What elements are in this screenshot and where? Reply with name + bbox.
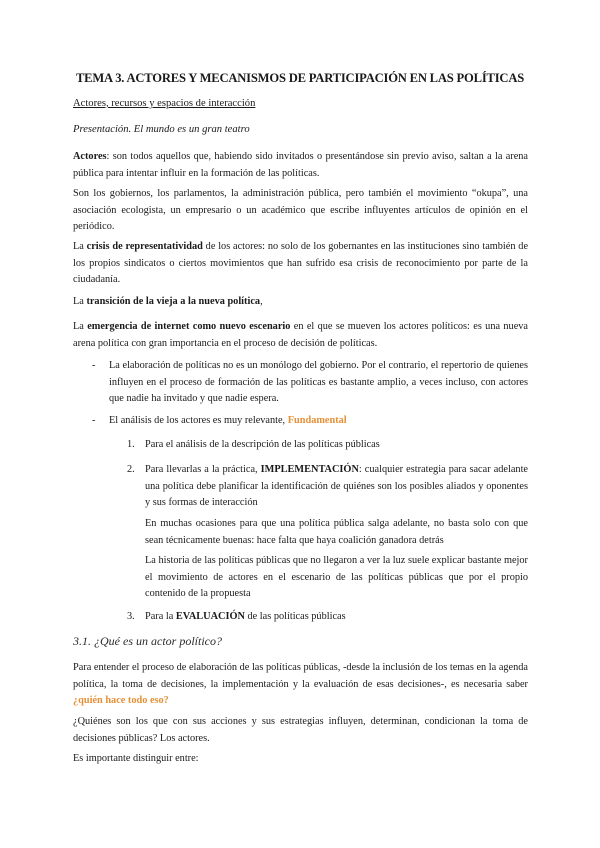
paragraph-quienes: ¿Quiénes son los que con sus acciones y sus estrategias influyen, determinan, condicionan la toma de decisiones públicas? Los actores. [73, 716, 528, 744]
sub-paragraph: La historia de las políticas públicas que no llegaron a ver la luz suele explicar bastante mejor el movimiento de actores en el escenario de las políticas públicas que por el propio contenido de la propuesta [145, 555, 528, 599]
bold-term: Actores [73, 151, 107, 162]
paragraph-internet [73, 319, 528, 352]
list-number: 2. [127, 464, 135, 475]
bold-term: emergencia de internet como nuevo escenario [87, 321, 291, 332]
page-title: TEMA 3. ACTORES Y MECANISMOS DE PARTICIPACIÓN EN LAS POLÍTICAS [75, 71, 525, 85]
paragraph-prefix: La [73, 241, 87, 252]
paragraph-proceso [73, 660, 528, 710]
sub-paragraph: En muchas ocasiones para que una política pública salga adelante, no basta solo con que sean técnicamente buenas: hace falta que haya coalición ganadora detrás [145, 518, 528, 546]
paragraph-actores [73, 149, 528, 182]
item-prefix: Para la [145, 611, 176, 622]
numbered-item: Para el análisis de la descripción de las políticas públicas [145, 439, 380, 450]
numbered-item [145, 609, 528, 626]
item-prefix: Para llevarlas a la práctica, [145, 464, 261, 475]
paragraph-distinguir: Es importante distinguir entre: [73, 753, 199, 764]
presentation-heading: Presentación. El mundo es un gran teatro [73, 124, 250, 135]
paragraph-text: en el que se mueven los actores políticos: es una nueva arena política con gran importancia en el proceso de decisión de políticas. [73, 321, 528, 349]
bold-term: crisis de representatividad [86, 241, 203, 252]
paragraph-gobiernos: Son los gobiernos, los parlamentos, la administración pública, pero también el movimiento “okupa”, una asociación ecologista, un empresario o un académico que escribe influyentes artículos de opinión en el periódico. [73, 188, 528, 232]
highlight-fundamental: Fundamental [287, 415, 347, 426]
paragraph-crisis [73, 239, 528, 289]
paragraph-text: de los actores: no solo de los gobernantes en las instituciones sino también de los propios sindicatos o ciertos movimientos que han sufrido esa crisis de reconocimiento por parte de la ciudadanía. [73, 241, 529, 285]
paragraph-text: Para entender el proceso de elaboración de las políticas públicas, -desde la inclusión de los temas en la agenda política, la toma de decisiones, la implementación y la evaluación de esas decisiones-, es necesaria saber [73, 662, 528, 690]
paragraph-suffix: , [260, 296, 263, 307]
numbered-item [145, 462, 528, 512]
bullet-dash: - [92, 360, 96, 371]
paragraph-transicion [73, 294, 528, 311]
item-text: de las políticas públicas [244, 611, 346, 622]
bold-term: IMPLEMENTACIÓN [260, 464, 359, 475]
item-text: : cualquier estrategia para sacar adelante una política debe planificar la identificación de quiénes son los posibles aliados y oponentes y sus formas de interacción [145, 464, 528, 508]
list-number: 1. [127, 439, 135, 450]
bullet-item [109, 413, 528, 430]
bold-term: EVALUACIÓN [175, 611, 245, 622]
list-number: 3. [127, 611, 135, 622]
highlight-quien: ¿quién hace todo eso? [73, 695, 169, 706]
paragraph-text: : son todos aquellos que, habiendo sido invitados o presentándose sin previo aviso, saltan a la arena pública para intentar influir en la formación de las políticas. [73, 151, 528, 179]
paragraph-prefix: La [73, 321, 88, 332]
bullet-dash: - [92, 415, 96, 426]
subtitle: Actores, recursos y espacios de interacción [73, 98, 256, 109]
section-heading: 3.1. ¿Qué es un actor político? [73, 634, 222, 648]
paragraph-prefix: La [73, 296, 87, 307]
bullet-text: El análisis de los actores es muy relevante, [109, 415, 288, 426]
bullet-item: La elaboración de políticas no es un monólogo del gobierno. Por el contrario, el repertorio de quienes influyen en el proceso de formación de las políticas es bastante amplio, a veces incluso, con actores que nadie ha invitado y que nadie espera. [109, 360, 528, 404]
bold-term: transición de la vieja a la nueva política [86, 296, 261, 307]
